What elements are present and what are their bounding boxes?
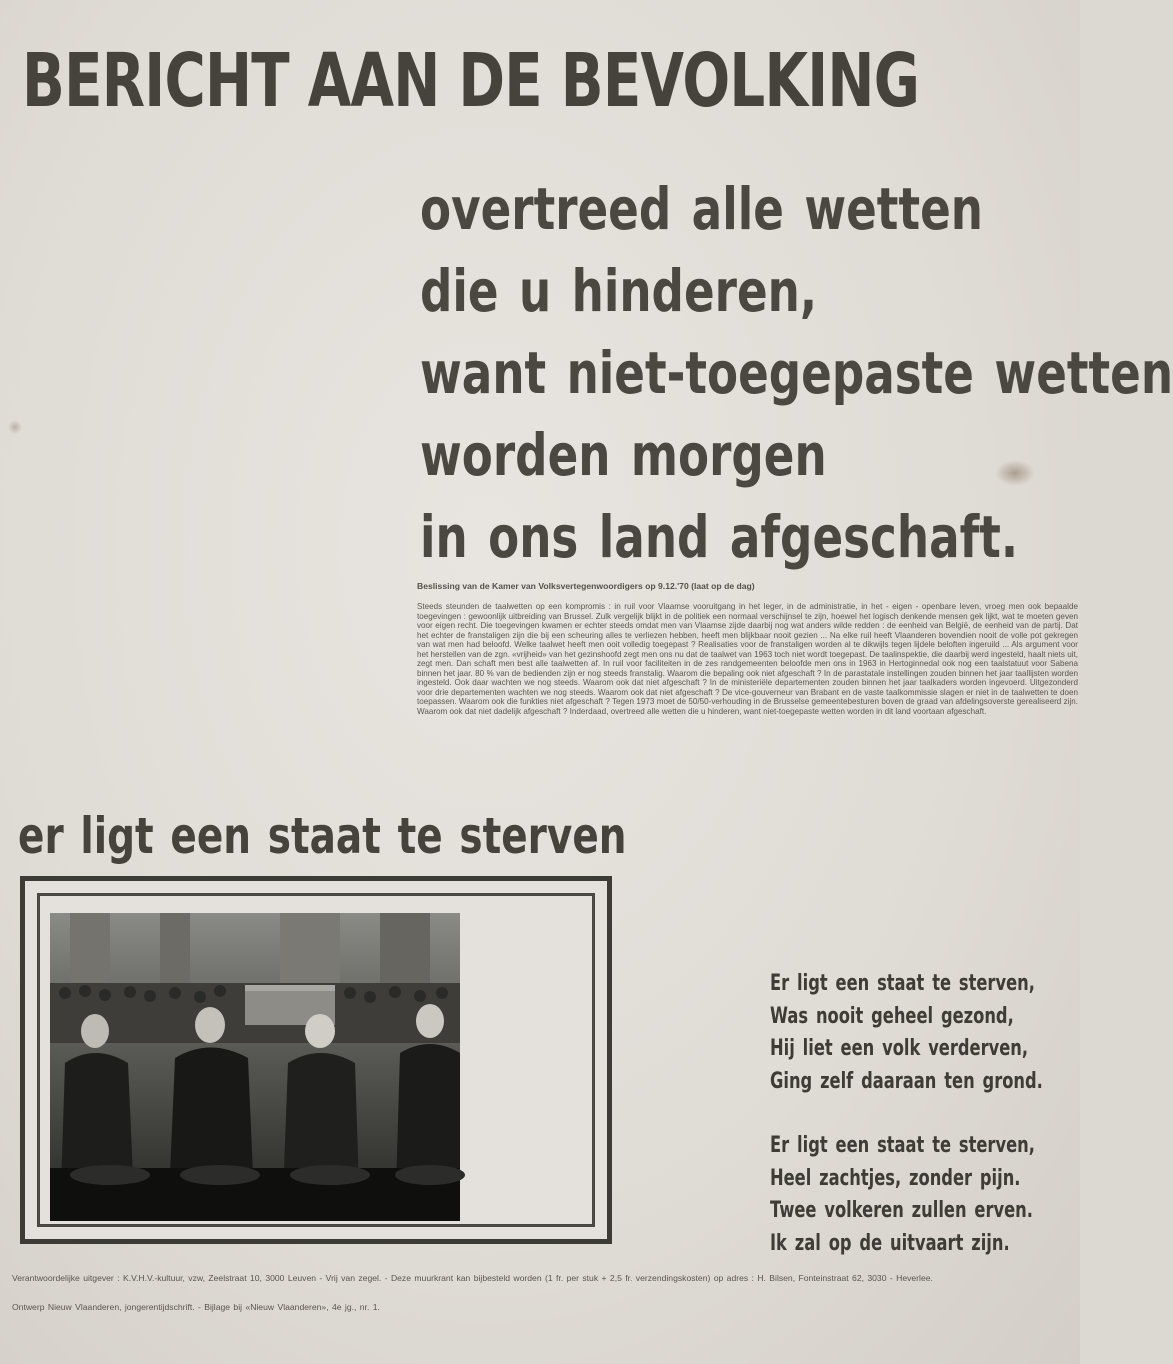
subhead: er ligt een staat te sterven [18, 807, 627, 865]
poem-line: Hij liet een volk verderven, [770, 1036, 1029, 1061]
poem-line: Ik zal op de uitvaart zijn. [770, 1230, 1010, 1256]
poem-line: Was nooit geheel gezond, [770, 1003, 1014, 1029]
footer-design-line: Ontwerp Nieuw Vlaanderen, jongerentijdschrift. - Bijlage bij «Nieuw Vlaanderen», 4e jg., nr. 1. [12, 1302, 380, 1312]
poem-line: Heel zachtjes, zonder pijn. [770, 1165, 1021, 1191]
slogan-line: die u hinderen, [420, 257, 818, 325]
slogan [420, 168, 1173, 578]
poem-stanza-1 [770, 968, 1081, 1098]
poem-stanza-2 [770, 1130, 1081, 1260]
slogan-line: worden morgen [420, 421, 827, 489]
paper-stain [8, 420, 22, 434]
decision-title: Beslissing van de Kamer van Volksvertegenwoordigers op 9.12.'70 (laat op de dag) [417, 581, 755, 591]
poem-line: Er ligt een staat te sterven, [770, 971, 1035, 996]
headline: BERICHT AAN DE BEVOLKING [22, 38, 920, 124]
poem-line: Twee volkeren zullen erven. [770, 1198, 1033, 1223]
footer-publisher-line: Verantwoordelijke uitgever : K.V.H.V.-kultuur, vzw, Zeelstraat 10, 3000 Leuven - Vrij van zegel. - Deze muurkrant kan bijbesteld worden (1 fr. per stuk + 2,5 fr. verzendingskosten) op adres : H. Bilsen, Fonteinstraat 62, 3030 - Heverlee. [12, 1273, 933, 1283]
funeral-photo [50, 913, 460, 1221]
poem-line: Ging zelf daaraan ten grond. [770, 1068, 1043, 1094]
poem [770, 968, 1081, 1292]
slogan-line: want niet-toegepaste wetten [420, 339, 1173, 407]
slogan-line: overtreed alle wetten [420, 175, 983, 243]
slogan-line: in ons land afgeschaft. [420, 503, 1019, 571]
body-text: Steeds steunden de taalwetten op een kompromis : in ruil voor Vlaamse vooruitgang in het leger, in de administratie, in het - eigen - openbare leven, vroeg men ook bepaalde toegevingen : gewoonlijk uitbreiding van Brussel. Zulk vergelijk blijkt in de politiek een normaal verschijnsel te zijn, hoewel het logisch denkende mensen gek lijkt, wat te moeten geven voor eigen recht. Die toegevingen kwamen er echter steeds omdat men van Vlaamse zijde daarbij nog wat anders wilde redden : de eenheid van België, de eenheid van de partij. Dat het echter de franstaligen zijn die bij een scheuring alles te verliezen hebben, heeft men blijkbaar nooit gezien ... Na elke ruil heeft Vlaanderen bovendien nooit de volle pot gekregen van wat men had beloofd. Welke taalwet heeft men ooit volledig toegepast ? Realisaties voor de franstaligen worden al te dikwijls tegen lijdele beloften ingeruild ... Als argument voor het herstellen van de zgn. «vrijheid» van het gezinshoofd zegt men ons nu dat de taalwet van 1963 toch niet wordt toegepast. De taalinspektie, die daarbij werd ingesteld, haalt niets uit, zegt men. Dan schaft men best alle taalwetten af. In ruil voor faciliteiten in de zes randgemeenten beloofde men ons in 1963 in Hertoginnedal ook nog een taalstatuut voor Sabena binnen het jaar. 80 % van de bedienden zijn er nog steeds franstalig. Waarom die bepaling ook niet afgeschaft ? In de parastatale instellingen zouden binnen het jaar taallijsten worden ingesteld. Ook daar wachten we nog steeds. Waarom ook dat niet afgeschaft ? In de ministeriële departementen zouden binnen het jaar taalkaders worden ingevoerd. Uitgezonderd voor drie departementen wachten we nog steeds. Waarom ook dat niet afgeschaft ? De vice-gouverneur van Brabant en de vaste taalkommissie slagen er niet in de taalwetten te doen toepassen. Waarom ook die funkties niet afgeschaft ? Tegen 1973 moet de 50/50-verhouding in de Brusselse gemeentebesturen boven de graad van afdelingsoverste gerealiseerd zijn. Waarom ook dat niet dadelijk afgeschaft ? Inderdaad, overtreed alle wetten die u hinderen, want niet-toegepaste wetten worden in dit land voortaan afgeschaft. [417, 602, 1078, 716]
poem-line: Er ligt een staat te sterven, [770, 1133, 1035, 1158]
